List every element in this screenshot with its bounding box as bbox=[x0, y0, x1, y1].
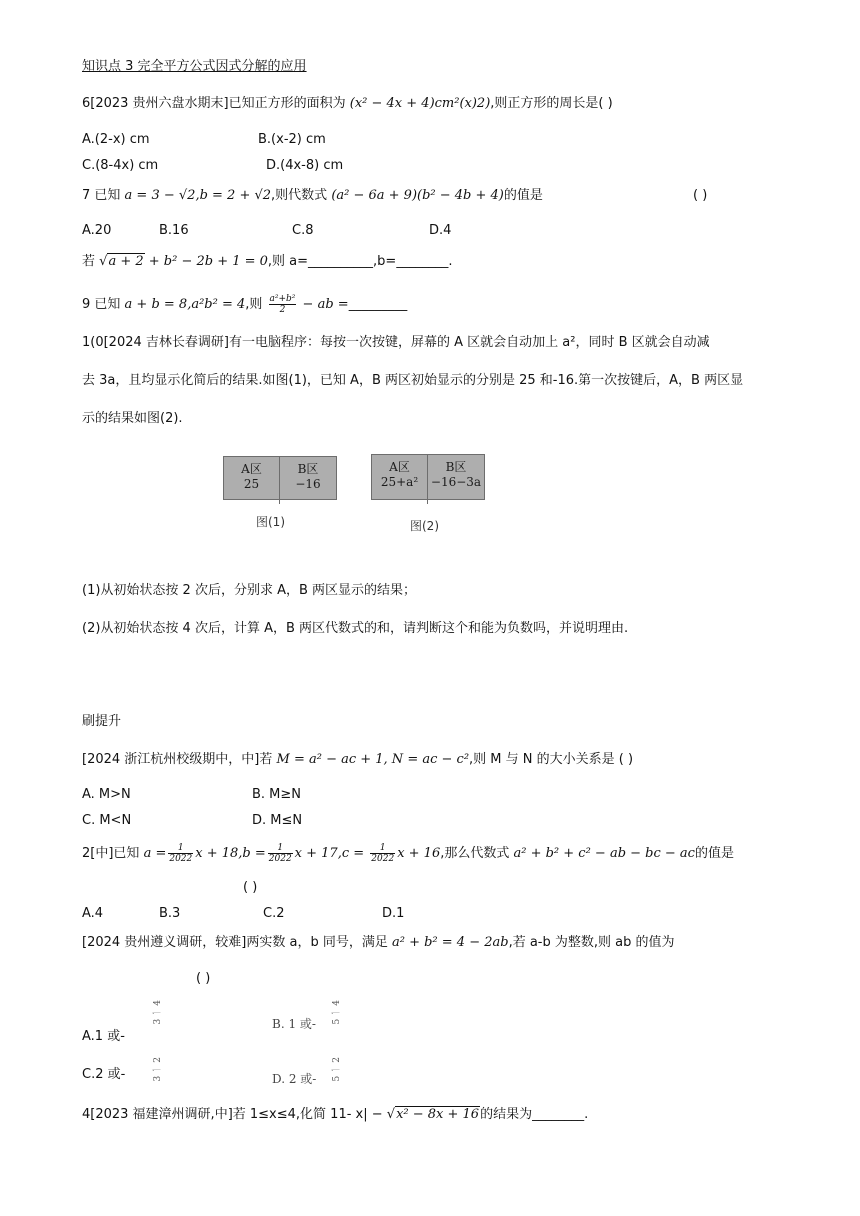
figure-1-screen bbox=[223, 456, 337, 500]
p2-option-b: B.3 bbox=[159, 906, 181, 921]
q7-option-a: A.20 bbox=[82, 223, 112, 238]
p3-answer-paren: ( ) bbox=[196, 971, 211, 986]
q6-option-c: C.(8-4x) cm bbox=[82, 158, 159, 173]
p3-option-d: D. 2 或- bbox=[272, 1072, 317, 1086]
question-10-sub-1: (1)从初始状态按 2 次后，分别求 A，B 两区显示的结果； bbox=[82, 583, 417, 598]
q7-option-d: D.4 bbox=[429, 223, 452, 238]
p3-option-a: A.1 或- bbox=[82, 1029, 125, 1044]
q8-expression: + b² − 2b + 1 = 0 bbox=[144, 254, 268, 269]
q9-answer-blank: _________ bbox=[348, 297, 408, 312]
q6-option-d: D.(4x-8) cm bbox=[266, 158, 344, 173]
practice-3-stem: [2024 贵州遵义调研，较难]两实数 a，b 同号，满足 a² + b² = 4 − 2ab,若 a-b 为整数,则 ab 的值为 bbox=[82, 935, 675, 950]
q6-expression: (x² − 4x + 4)cm²(x)2) bbox=[349, 96, 491, 111]
q7-option-b: B.16 bbox=[159, 223, 189, 238]
q7-expression: (a² − 6a + 9)(b² − 4b + 4) bbox=[331, 188, 504, 203]
practice-1-stem: [2024 浙江杭州校级期中，中]若 M = a² − ac + 1, N = ac − c²,则 M 与 N 的大小关系是 ( ) bbox=[82, 752, 634, 767]
p3-option-b: B. 1 或- bbox=[272, 1017, 316, 1031]
figure-1-zone-b: B区 −16 bbox=[295, 462, 321, 491]
question-10-line-3: 示的结果如图(2). bbox=[82, 411, 183, 426]
practice-2-stem: 2[中]已知 a = $\frac{1}{2022}$ x + 18,b = $\frac{1}{2022}$ x + 17,c = $\frac{1}{2022}$ x + 16,那么代数式 a² + b² + c² − ab − bc − ac的值是 bbox=[82, 843, 734, 864]
p3-expression: a² + b² = 4 − 2ab bbox=[391, 935, 509, 950]
question-7-stem: 7 已知 a = 3 − √2,b = 2 + √2,则代数式 (a² − 6a + 9)(b² − 4b + 4)的值是 bbox=[82, 188, 543, 203]
question-8-stem: 若 √a + 2 + b² − 2b + 1 = 0,则 a=__________,b=________. bbox=[82, 254, 453, 269]
p2-fraction-a: $\frac{1}{2022}$ bbox=[169, 843, 193, 864]
q7-condition: a = 3 − √2,b = 2 + √2 bbox=[124, 188, 272, 203]
p1-option-b: B. M≥N bbox=[252, 787, 302, 802]
p3-option-c-fraction: 3一2 bbox=[153, 1055, 163, 1082]
p1-option-c: C. M<N bbox=[82, 813, 132, 828]
question-10-line-1: 1(0[2024 吉林长春调研]有一电脑程序：每按一次按键，屏幕的 A 区就会自动加上 a²，同时 B 区就会自动减 bbox=[82, 335, 710, 350]
section-title: 知识点 3 完全平方公式因式分解的应用 bbox=[82, 59, 307, 74]
figure-2-zone-b: B区 −16−3a bbox=[430, 460, 482, 489]
p1-expression: M = a² − ac + 1, N = ac − c² bbox=[276, 752, 470, 767]
p2-fraction-c: $\frac{1}{2022}$ bbox=[371, 843, 395, 864]
question-10-sub-2: (2)从初始状态按 4 次后，计算 A，B 两区代数式的和，请判断这个和能为负数吗，并说明理由. bbox=[82, 621, 629, 636]
q6-option-b: B.(x-2) cm bbox=[258, 132, 326, 147]
p3-option-b-fraction: 5一4 bbox=[332, 998, 342, 1025]
q6-option-a: A.(2-x) cm bbox=[82, 132, 150, 147]
p2-option-a: A.4 bbox=[82, 906, 104, 921]
question-9-stem: 9 已知 a + b = 8,a²b² = 4,则 $\frac{\text{a²+b²}}{2}$ − ab =_________ bbox=[82, 294, 408, 315]
p1-option-a: A. M>N bbox=[82, 787, 131, 802]
p2-option-d: D.1 bbox=[382, 906, 405, 921]
p2-option-c: C.2 bbox=[263, 906, 285, 921]
figure-2-screen bbox=[371, 454, 485, 500]
figure-1-caption: 图(1) bbox=[256, 515, 285, 529]
p2-expression: a² + b² + c² − ab − bc − ac bbox=[513, 846, 695, 861]
p3-option-d-fraction: 5一2 bbox=[332, 1055, 342, 1082]
p1-option-d: D. M≤N bbox=[252, 813, 303, 828]
q7-answer-paren: ( ) bbox=[693, 188, 708, 203]
figure-1-zone-a: A区 25 bbox=[224, 457, 280, 504]
question-10-line-2: 去 3a，且均显示化简后的结果.如图(1)，已知 A，B 两区初始显示的分别是 25 和-16.第一次按键后，A，B 两区显 bbox=[82, 373, 744, 388]
figure-2-zone-a: A区 25+a² bbox=[372, 455, 428, 504]
q9-condition: a + b = 8,a²b² = 4 bbox=[124, 297, 246, 312]
practice-4-stem: 4[2023 福建漳州调研,中]若 1≤x≤4,化简 11- x| − √x² − 8x + 16的结果为________. bbox=[82, 1107, 589, 1122]
section-2-title: 刷提升 bbox=[82, 714, 122, 729]
p2-answer-paren: ( ) bbox=[243, 880, 258, 895]
p3-option-a-fraction: 3一4 bbox=[153, 998, 163, 1025]
p3-option-c: C.2 或- bbox=[82, 1067, 126, 1082]
figure-2-caption: 图(2) bbox=[410, 519, 439, 533]
q8-radicand: a + 2 bbox=[108, 254, 144, 269]
p2-fraction-b: $\frac{1}{2022}$ bbox=[268, 843, 292, 864]
question-6-stem: 6[2023 贵州六盘水期末]已知正方形的面积为 (x² − 4x + 4)cm²(x)2),则正方形的周长是( ) bbox=[82, 96, 613, 111]
q9-fraction: $\frac{\text{a²+b²}}{2}$ bbox=[269, 294, 296, 315]
p4-radicand: x² − 8x + 16 bbox=[396, 1107, 480, 1122]
q7-option-c: C.8 bbox=[292, 223, 314, 238]
